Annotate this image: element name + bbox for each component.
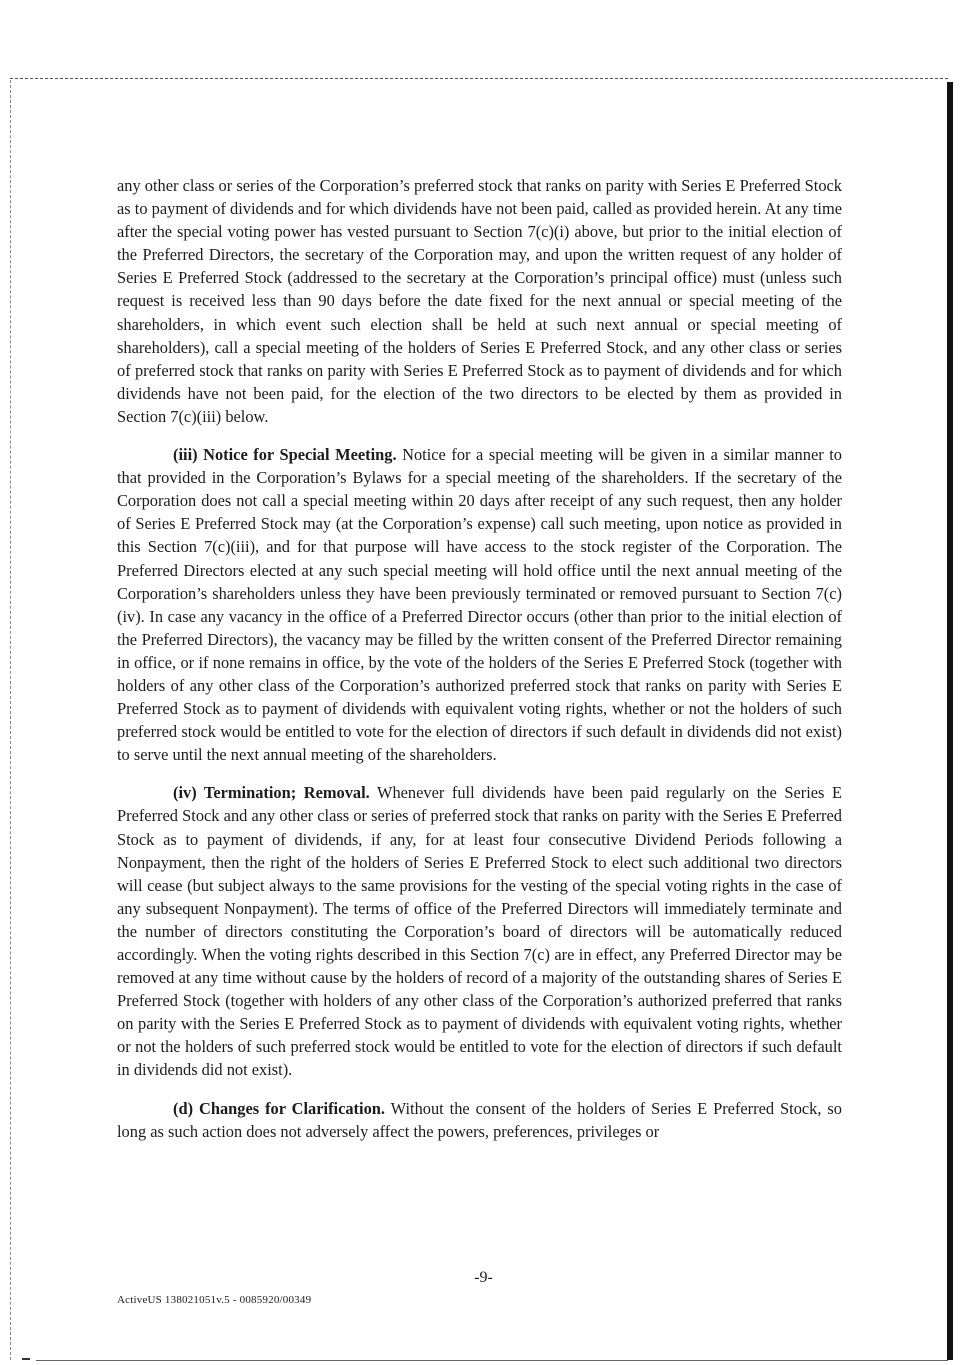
scan-edge-left	[10, 80, 11, 1360]
paragraph-text: Whenever full dividends have been paid regularly on the Series E Preferred Stock and any other class or series of preferred stock that ranks on parity with the Series E Preferred Stock as to payment of dividends, if any, for at least four consecutive Dividend Periods following a Nonpayment, then the right of the holders of Series E Preferred Stock to elect such additional two directors will cease (but subject always to the same provisions for the vesting of the special voting rights in the case of any subsequent Nonpayment). The terms of office of the Preferred Directors will immediately terminate and the number of directors constituting the Corporation’s board of directors will be automatically reduced accordingly. When the voting rights described in this Section 7(c) are in effect, any Preferred Director may be removed at any time without cause by the holders of record of a majority of the outstanding shares of Series E Preferred Stock (together with holders of any other class of the Corporation’s authorized preferred that ranks on parity with the Series E Preferred Stock as to payment of dividends with equivalent voting rights, whether or not the holders of such preferred stock would be entitled to vote for the election of directors if such default in dividends did not exist).	[117, 783, 842, 1080]
section-heading: (iii) Notice for Special Meeting.	[173, 445, 397, 465]
paragraph-termination-removal	[117, 781, 842, 1081]
scan-edge-top	[10, 78, 948, 79]
paragraph-text: Without the consent of the holders of Series E Preferred Stock, so long as such action does not adversely affect the powers, preferences, privileges or	[117, 1098, 843, 1141]
scan-edge-right	[947, 82, 953, 1360]
paragraph-text: Notice for a special meeting will be given in a similar manner to that provided in the Corporation’s Bylaws for a special meeting of the shareholders. If the secretary of the Corporation does not call a special meeting within 20 days after receipt of any such request, then any holder of Series E Preferred Stock may (at the Corporation’s expense) call such meeting, upon notice as provided in this Section 7(c)(iii), and for that purpose will have access to the stock register of the Corporation. The Preferred Directors elected at any such special meeting will hold office until the next annual meeting of the Corporation’s shareholders unless they have been previously terminated or removed pursuant to Section 7(c)(iv). In case any vacancy in the office of a Preferred Director occurs (other than prior to the initial election of the Preferred Directors), the vacancy may be filled by the written consent of the Preferred Director remaining in office, or if none remains in office, by the vote of the holders of the Series E Preferred Stock (together with holders of any other class of the Corporation’s authorized preferred stock that ranks on parity with Series E Preferred Stock as to payment of dividends with equivalent voting rights, whether or not the holders of such preferred stock would be entitled to vote for the election of directors if such default in dividends did not exist) to serve until the next annual meeting of the shareholders.	[117, 445, 842, 765]
section-heading: (iv) Termination; Removal.	[173, 783, 370, 803]
paragraph-notice-special-meeting	[117, 443, 842, 766]
scan-mark	[22, 1358, 30, 1360]
paragraph-text: any other class or series of the Corporation’s preferred stock that ranks on parity with Series E Preferred Stock as to payment of dividends and for which dividends have not been paid, called as provided herein. At any time after the special voting power has vested pursuant to Section 7(c)(i) above, but prior to the initial election of the Preferred Directors, the secretary of the Corporation may, and upon the written request of any holder of Series E Preferred Stock (addressed to the secretary at the Corporation’s principal office) must (unless such request is received less than 90 days before the date fixed for the next annual or special meeting of the shareholders, in which event such election shall be held at such next annual or special meeting of shareholders), call a special meeting of the holders of Series E Preferred Stock, and any other class or series of preferred stock that ranks on parity with Series E Preferred Stock as to payment of dividends and for which dividends have not been paid, for the election of the two directors to be elected by them as provided in Section 7(c)(iii) below.	[117, 176, 842, 426]
footer-document-id: ActiveUS 138021051v.5 - 0085920/00349	[117, 1294, 312, 1306]
paragraph-continuation	[117, 174, 842, 428]
document-body	[117, 174, 842, 1158]
paragraph-changes-clarification	[117, 1097, 842, 1143]
section-heading: (d) Changes for Clarification.	[173, 1098, 385, 1118]
page-number: -9-	[474, 1269, 493, 1286]
scan-edge-bottom	[36, 1360, 948, 1361]
